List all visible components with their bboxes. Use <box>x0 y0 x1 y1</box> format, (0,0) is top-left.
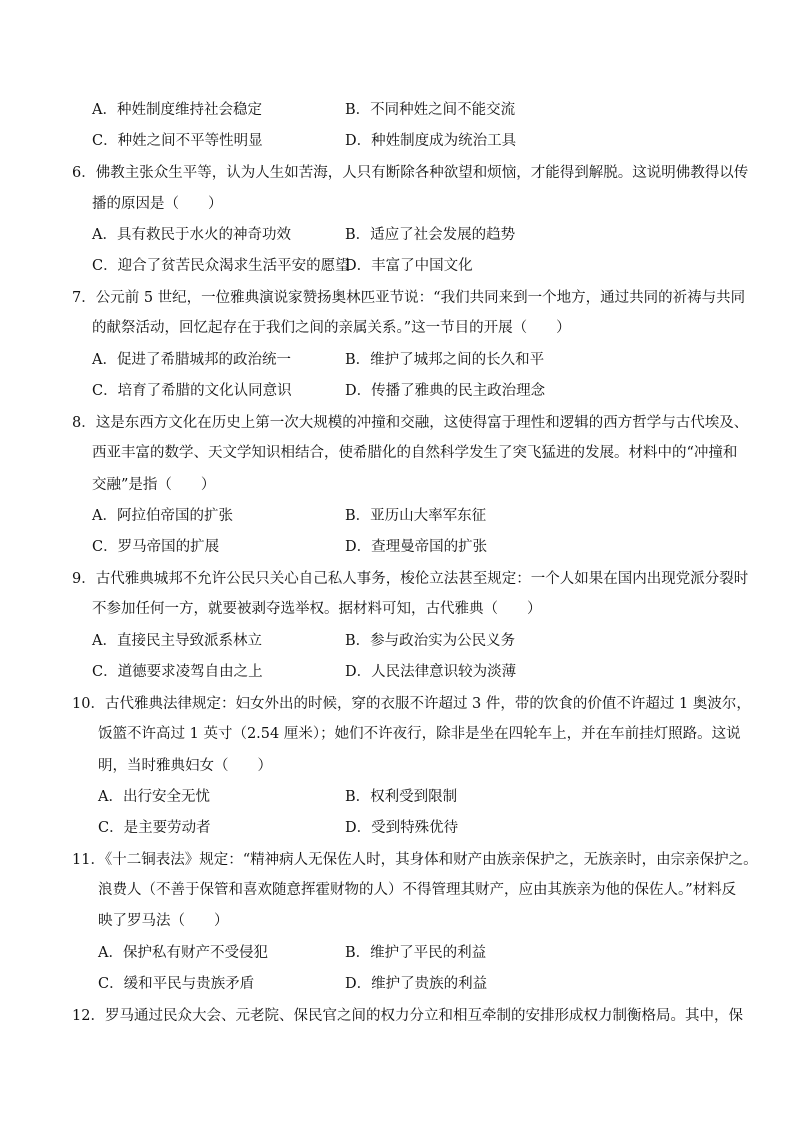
q8-option-a: A．阿拉伯帝国的扩张 <box>92 508 233 524</box>
q10-stem-line1: 10．古代雅典法律规定：妇女外出的时候，穿的衣服不许超过 3 件，带的饮食的价值不许超过 1 奥波尔， <box>72 696 751 712</box>
q7-option-b: B．维护了城邦之间的长久和平 <box>345 352 545 368</box>
q5-option-b: B．不同种姓之间不能交流 <box>345 102 516 118</box>
q8-stem-line3: 交融”是指（ ） <box>92 477 216 493</box>
q6-option-a: A．具有救民于水火的神奇功效 <box>92 227 291 243</box>
q11-option-a: A．保护私有财产不受侵犯 <box>98 945 268 961</box>
q11-stem-line1: 11．《十二铜表法》规定：“精神病人无保佐人时，其身体和财产由族亲保护之，无族亲时，由宗亲保护之。 <box>72 852 758 868</box>
q7-stem-line1: 7．公元前 5 世纪，一位雅典演说家赞扬奥林匹亚节说：“我们共同来到一个地方，通过共同的祈祷与共同 <box>72 290 746 306</box>
q8-option-c: C．罗马帝国的扩展 <box>92 539 220 555</box>
q9-option-c: C．道德要求凌驾自由之上 <box>92 664 263 680</box>
q11-stem-line2: 浪费人（不善于保管和喜欢随意挥霍财物的人）不得管理其财产，应由其族亲为他的保佐人。”材料反 <box>98 882 737 898</box>
q7-stem-line2: 的献祭活动，回忆起存在于我们之间的亲属关系。”这一节目的开展（ ） <box>92 320 571 336</box>
q10-stem-line3: 明，当时雅典妇女（ ） <box>98 758 272 774</box>
q9-stem-line2: 不参加任何一方，就要被剥夺选举权。据材料可知，古代雅典（ ） <box>92 601 542 617</box>
q10-stem-line2: 饭篮不许高过 1 英寸（2.54 厘米）；她们不许夜行，除非是坐在四轮车上，并在车前挂灯照路。这说 <box>98 726 741 742</box>
q9-option-d: D．人民法律意识较为淡薄 <box>345 664 517 680</box>
q11-stem-line3: 映了罗马法（ ） <box>98 913 229 929</box>
q8-option-b: B．亚历山大率军东征 <box>345 508 487 524</box>
q12-stem-line1: 12．罗马通过民众大会、元老院、保民官之间的权力分立和相互牵制的安排形成权力制衡格局。其中，保 <box>72 1008 743 1024</box>
q6-stem-line1: 6．佛教主张众生平等，认为人生如苦海，人只有断除各种欲望和烦恼，才能得到解脱。这说明佛教得以传 <box>72 165 749 181</box>
q5-option-a: A．种姓制度维持社会稳定 <box>92 102 262 118</box>
q5-option-d: D．种姓制度成为统治工具 <box>345 133 517 149</box>
q9-stem-line1: 9．古代雅典城邦不允许公民只关心自己私人事务，梭伦立法甚至规定：一个人如果在国内出现党派分裂时 <box>72 571 749 587</box>
q7-option-d: D．传播了雅典的民主政治理念 <box>345 383 546 399</box>
q10-option-c: C．是主要劳动者 <box>98 820 211 836</box>
q6-stem-line2: 播的原因是（ ） <box>92 196 223 212</box>
q7-option-a: A．促进了希腊城邦的政治统一 <box>92 352 291 368</box>
q5-option-c: C．种姓之间不平等性明显 <box>92 133 263 149</box>
q7-option-c: C．培育了希腊的文化认同意识 <box>92 383 292 399</box>
q8-stem-line2: 西亚丰富的数学、天文学知识相结合，使希腊化的自然科学发生了突飞猛进的发展。材料中的“冲撞和 <box>92 445 738 461</box>
q11-option-d: D．维护了贵族的利益 <box>345 976 488 992</box>
q6-option-b: B．适应了社会发展的趋势 <box>345 227 516 243</box>
q10-option-b: B．权利受到限制 <box>345 789 458 805</box>
q10-option-a: A．出行安全无忧 <box>98 789 210 805</box>
q9-option-a: A．直接民主导致派系林立 <box>92 633 262 649</box>
q9-option-b: B．参与政治实为公民义务 <box>345 633 516 649</box>
q6-option-c: C．迎合了贫苦民众渴求生活平安的愿望 <box>92 258 350 274</box>
q11-option-c: C．缓和平民与贵族矛盾 <box>98 976 255 992</box>
q11-option-b: B．维护了平民的利益 <box>345 945 487 961</box>
q10-option-d: D．受到特殊优待 <box>345 820 459 836</box>
q8-stem-line1: 8．这是东西方文化在历史上第一次大规模的冲撞和交融，这使得富于理性和逻辑的西方哲学与古代埃及、 <box>72 415 749 431</box>
q8-option-d: D．查理曼帝国的扩张 <box>345 539 488 555</box>
q6-option-d: D．丰富了中国文化 <box>345 258 473 274</box>
